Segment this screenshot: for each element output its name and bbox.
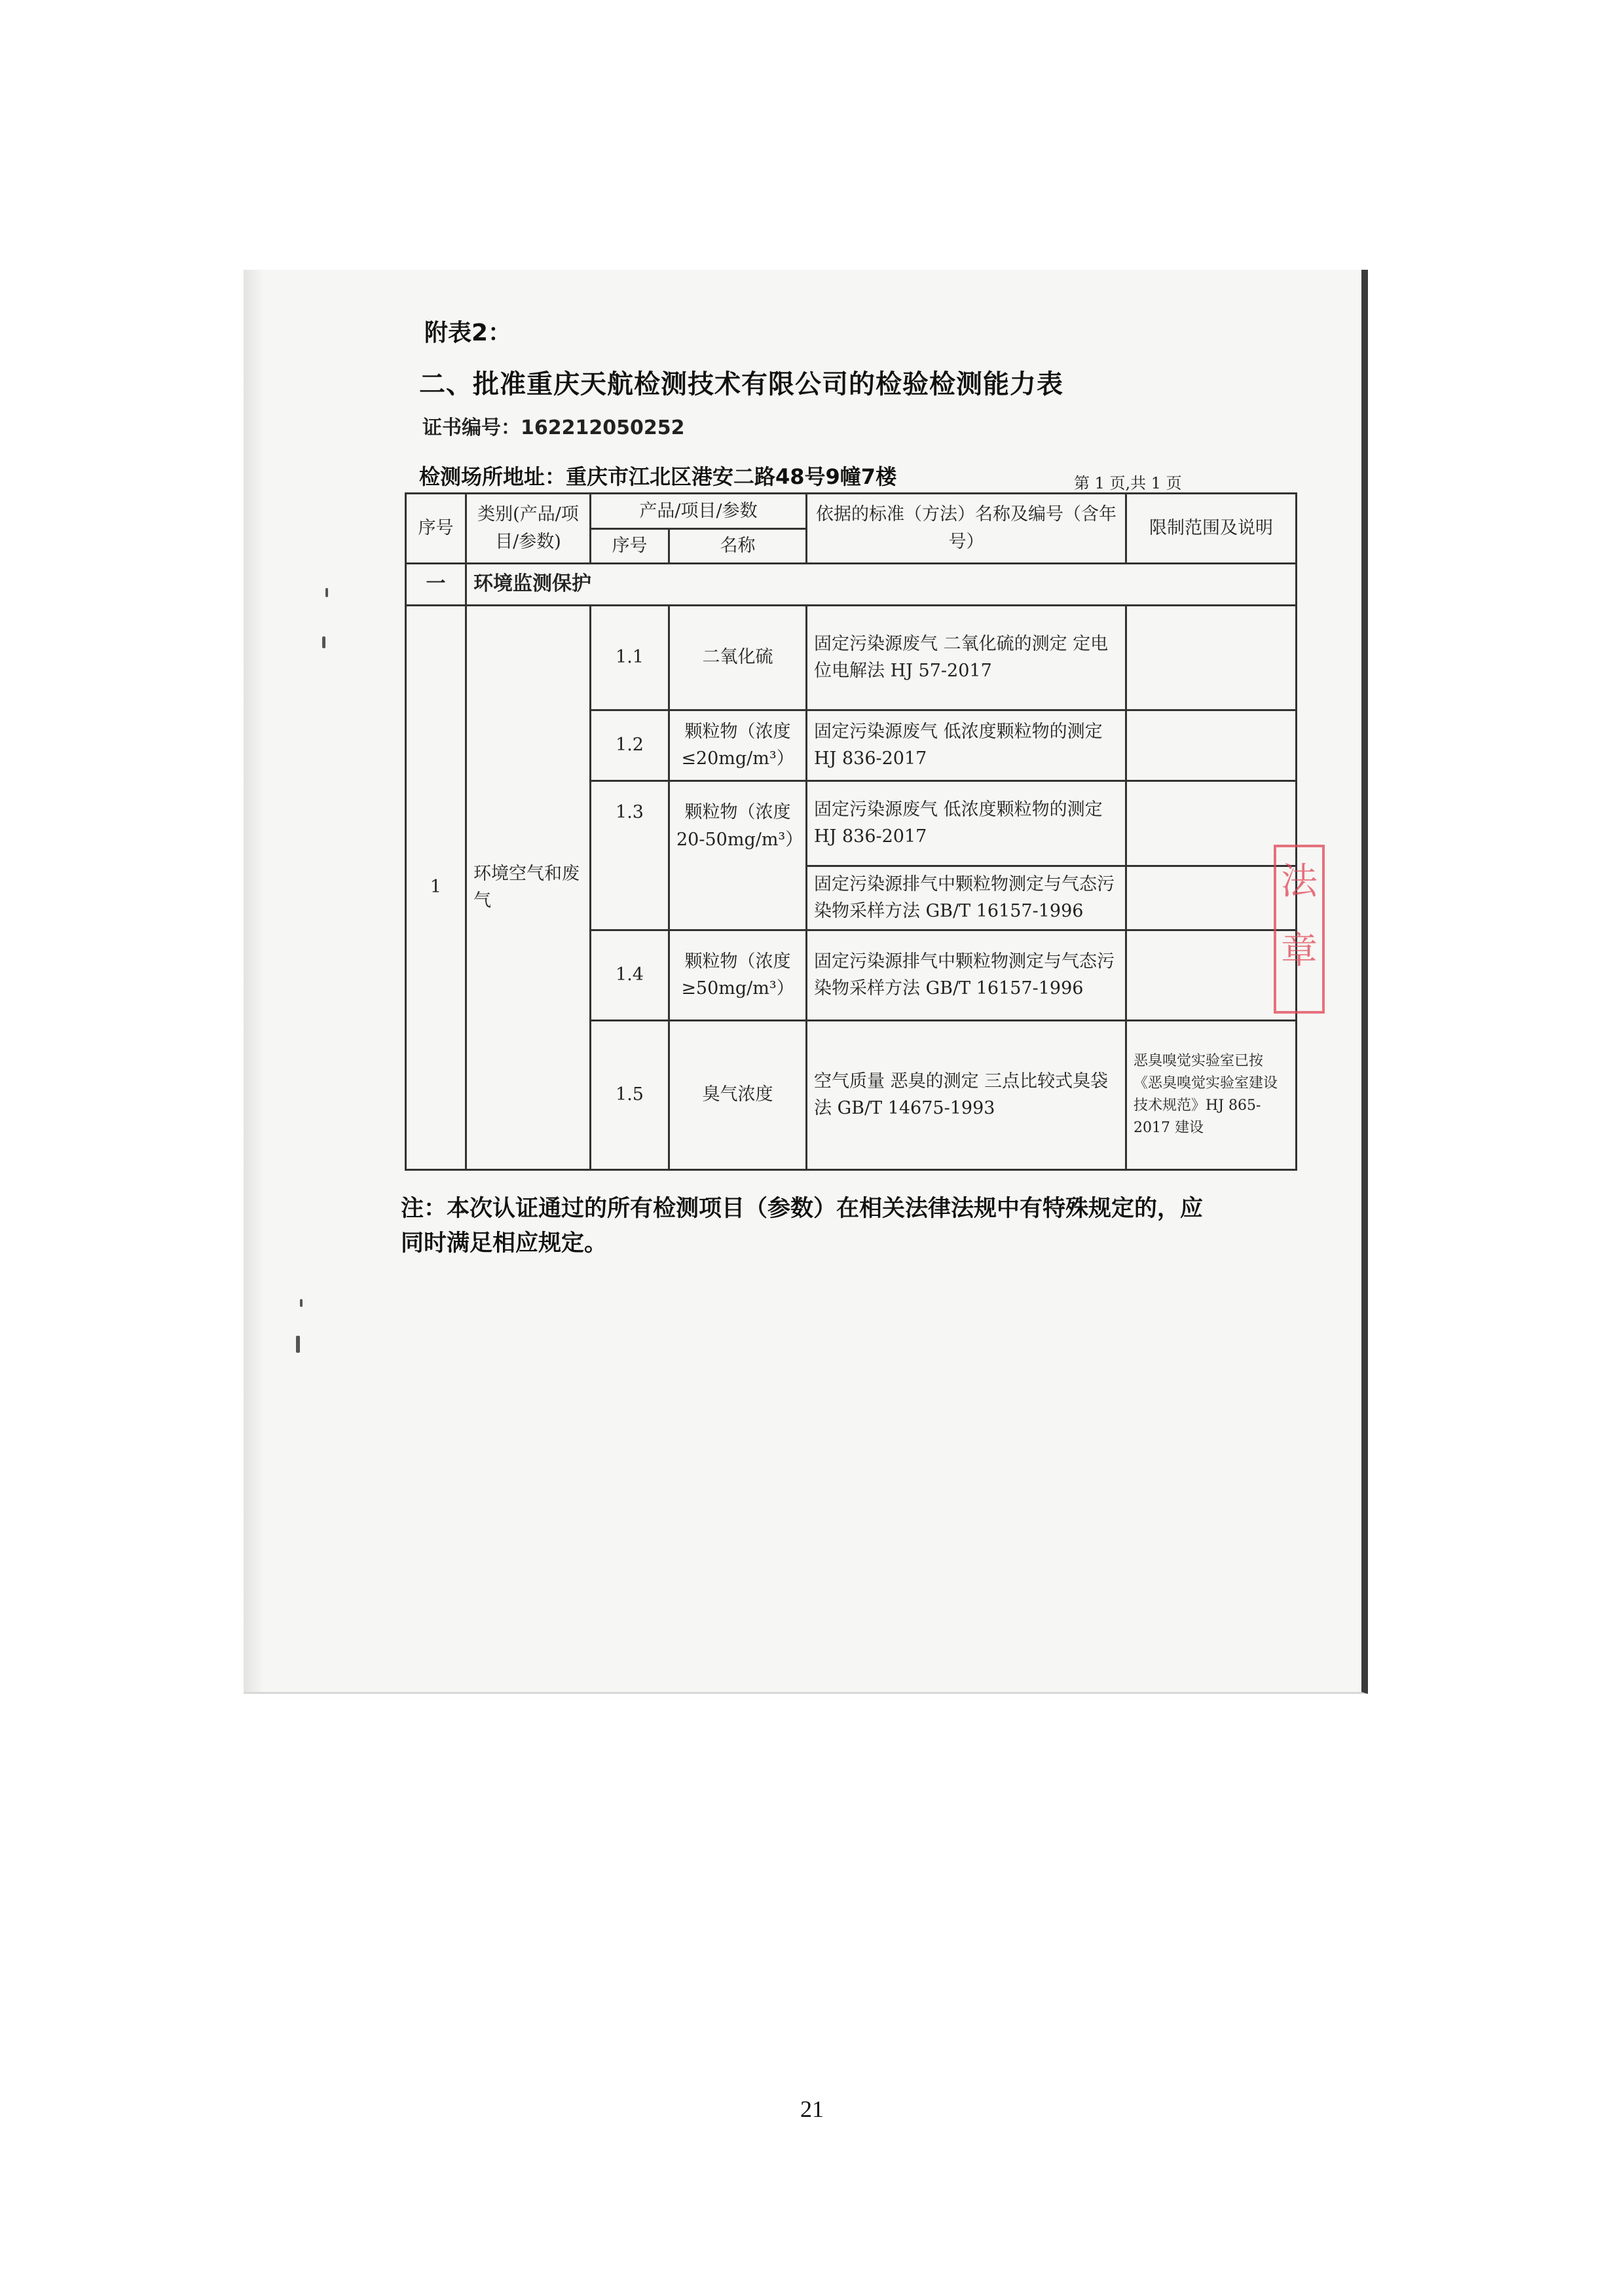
stamp-char: 法 — [1281, 860, 1318, 903]
header-standard: 依据的标准（方法）名称及编号（含年号） — [807, 494, 1126, 564]
scan-mark — [300, 1299, 303, 1307]
row-name: 臭气浓度 — [669, 1020, 807, 1169]
section-seq: 一 — [406, 563, 466, 605]
stamp-char: 章 — [1281, 930, 1318, 973]
row-limit — [1126, 710, 1297, 780]
row-limit — [1126, 866, 1297, 930]
appendix-label: 附表2： — [424, 320, 512, 346]
row-limit — [1126, 930, 1297, 1020]
row-limit — [1126, 605, 1297, 710]
certificate-number: 证书编号：162212050252 — [422, 416, 685, 439]
row-sub-seq: 1.5 — [591, 1020, 669, 1169]
row-name: 颗粒物（浓度20-50mg/m³） — [669, 780, 807, 930]
row-sub-seq: 1.1 — [591, 605, 669, 710]
row-name: 颗粒物（浓度≤20mg/m³） — [669, 710, 807, 780]
header-product-group: 产品/项目/参数 — [591, 494, 807, 529]
table-header-row — [406, 494, 1297, 529]
page-number: 21 — [800, 2096, 824, 2122]
table-row — [406, 605, 1297, 710]
page-info: 第 1 页,共 1 页 — [1074, 474, 1182, 492]
header-category: 类别(产品/项目/参数) — [466, 494, 591, 564]
header-sub-seq: 序号 — [591, 529, 669, 564]
footnote: 注：本次认证通过的所有检测项目（参数）在相关法律法规中有特殊规定的，应同时满足相应规定。 — [401, 1196, 1204, 1257]
group-category: 环境空气和废气 — [466, 605, 591, 1169]
row-standard: 空气质量 恶臭的测定 三点比较式臭袋法 GB/T 14675-1993 — [807, 1020, 1126, 1169]
section-title: 环境监测保护 — [466, 563, 1297, 605]
scan-shadow — [244, 270, 263, 1692]
row-standard: 固定污染源废气 低浓度颗粒物的测定 HJ 836-2017 — [807, 780, 1126, 866]
scan-mark — [296, 1336, 300, 1353]
row-name: 二氧化硫 — [669, 605, 807, 710]
row-standard: 固定污染源废气 二氧化硫的测定 定电位电解法 HJ 57-2017 — [807, 605, 1126, 710]
row-sub-seq: 1.4 — [591, 930, 669, 1020]
document-title: 二、批准重庆天航检测技术有限公司的检验检测能力表 — [419, 369, 1063, 399]
scan-mark — [322, 636, 325, 648]
row-standard: 固定污染源排气中颗粒物测定与气态污染物采样方法 GB/T 16157-1996 — [807, 930, 1126, 1020]
header-seq: 序号 — [406, 494, 466, 564]
group-seq: 1 — [406, 605, 466, 1169]
capability-table — [405, 492, 1297, 1171]
row-sub-seq: 1.3 — [591, 780, 669, 930]
header-limit: 限制范围及说明 — [1126, 494, 1297, 564]
row-name: 颗粒物（浓度≥50mg/m³） — [669, 930, 807, 1020]
red-seal-stamp — [1274, 845, 1325, 1014]
header-name: 名称 — [669, 529, 807, 564]
test-site-address: 检测场所地址：重庆市江北区港安二路48号9幢7楼 — [419, 464, 897, 489]
scan-mark — [325, 588, 328, 597]
row-standard-secondary: 固定污染源排气中颗粒物测定与气态污染物采样方法 GB/T 16157-1996 — [807, 866, 1126, 930]
row-standard: 固定污染源废气 低浓度颗粒物的测定 HJ 836-2017 — [807, 710, 1126, 780]
section-row — [406, 563, 1297, 605]
row-limit: 恶臭嗅觉实验室已按《恶臭嗅觉实验室建设技术规范》HJ 865-2017 建设 — [1126, 1020, 1297, 1169]
row-sub-seq: 1.2 — [591, 710, 669, 780]
row-limit — [1126, 780, 1297, 866]
